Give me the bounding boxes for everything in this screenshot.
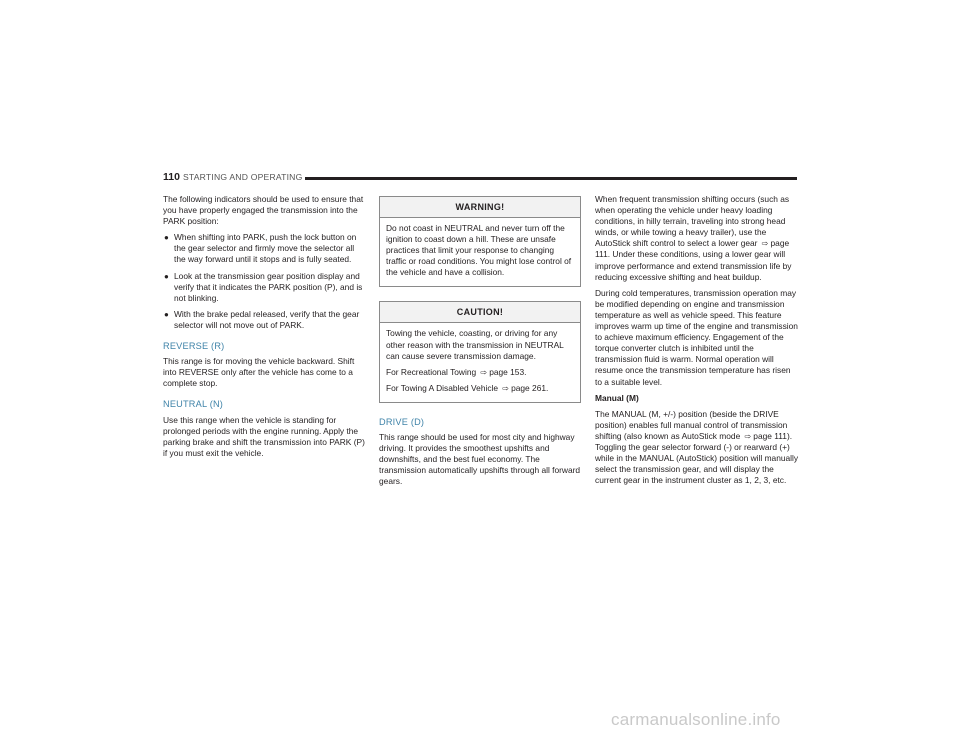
- list-item: ● With the brake pedal released, verify that the gear selector will not move out of PARK.: [164, 308, 360, 330]
- caution-box: [379, 301, 581, 402]
- page-link[interactable]: page 111.: [595, 238, 790, 260]
- page-number: 110: [163, 171, 180, 183]
- page-link[interactable]: page 261.: [511, 382, 549, 393]
- page-header: [163, 171, 797, 185]
- page-link[interactable]: page 111).: [753, 430, 793, 441]
- caution-ref-recreational: For Recreational Towing ⇨ page 153.: [386, 366, 527, 377]
- warning-text: Do not coast in NEUTRAL and never turn off the ignition to coast down a hill. These are unsafe practices that limit your response to changing traffic or road conditions. You might lose control of the vehicle and have a collision.: [386, 223, 572, 278]
- reverse-heading: REVERSE (R): [163, 341, 225, 352]
- manual-heading: Manual (M): [595, 392, 639, 403]
- page-ref-arrow-icon: ⇨: [480, 367, 488, 377]
- drive-paragraph: This range should be used for most city and highway driving. It provides the smoothest upshifts and downshifts, and the best fuel economy. The transmission automatically upshifts through all forward gears.: [379, 432, 581, 487]
- neutral-paragraph: Use this range when the vehicle is standing for prolonged periods with the engine running. Apply the parking brake and shift the transmission into PARK (P) if you must exit the vehicle.: [163, 414, 365, 458]
- park-indicator-list: [163, 232, 367, 331]
- neutral-heading: NEUTRAL (N): [163, 399, 224, 410]
- list-item: ● Look at the transmission gear position display and verify that it indicates the PARK position (P), and is not blinking.: [164, 270, 363, 303]
- column-middle: [379, 196, 581, 493]
- column-left: [163, 194, 367, 464]
- caution-title: CAUTION!: [380, 302, 580, 323]
- warning-title: WARNING!: [380, 197, 580, 218]
- section-title: STARTING AND OPERATING: [183, 172, 303, 182]
- page-link[interactable]: page 153.: [489, 366, 527, 377]
- manual-paragraph: The MANUAL (M, +/-) position (beside the DRIVE position) enables full manual control of transmission shifting (also known as AutoStick mode ⇨ page 111). Toggling the gear selector forward (-) or rearward (+) while in the MANUAL (AutoStick) position will manually select the transmission gear, and will display the current gear in the instrument cluster as 1, 2, 3, etc.: [595, 408, 799, 486]
- page-ref-arrow-icon: ⇨: [502, 383, 510, 393]
- page-ref-arrow-icon: ⇨: [761, 239, 769, 249]
- reverse-paragraph: This range is for moving the vehicle backward. Shift into REVERSE only after the vehicle has come to a complete stop.: [163, 356, 355, 389]
- caution-text: Towing the vehicle, coasting, or driving for any other reason with the transmission in NEUTRAL can cause severe transmission damage.: [386, 328, 564, 361]
- header-rule: [305, 177, 797, 180]
- column-right: [595, 194, 799, 491]
- intro-paragraph: The following indicators should be used to ensure that you have properly engaged the transmission into the PARK position:: [163, 194, 364, 227]
- warning-box: [379, 196, 581, 287]
- page-ref-arrow-icon: ⇨: [744, 431, 752, 441]
- bullet-icon: ●: [164, 309, 169, 319]
- list-item: ● When shifting into PARK, push the lock button on the gear selector and firmly move the selector all the way forward until it stops and is fully seated.: [164, 232, 357, 265]
- watermark: carmanualsonline.info: [611, 710, 781, 729]
- drive-heading: DRIVE (D): [379, 416, 425, 427]
- cold-temperature-paragraph: During cold temperatures, transmission operation may be modified depending on engine and transmission temperature as well as vehicle speed. This feature improves warm up time of the engine and transmission to achieve maximum efficiency. Engagement of the torque converter clutch is inhibited until the transmission fluid is warm. Normal operation will resume once the transmission temperature has risen to a suitable level.: [595, 287, 798, 387]
- bullet-icon: ●: [164, 233, 169, 243]
- bullet-icon: ●: [164, 271, 169, 281]
- shifting-paragraph: When frequent transmission shifting occurs (such as when operating the vehicle under heavy loading conditions, in hilly terrain, traveling into strong head winds, or while towing a heavy trailer), use the AutoStick shift control to select a lower gear ⇨ page 111. Under these conditions, using a lower gear will improve performance and extend transmission life by reducing excessive shifting and heat buildup.: [595, 194, 792, 282]
- caution-ref-disabled: For Towing A Disabled Vehicle ⇨ page 261.: [386, 382, 549, 393]
